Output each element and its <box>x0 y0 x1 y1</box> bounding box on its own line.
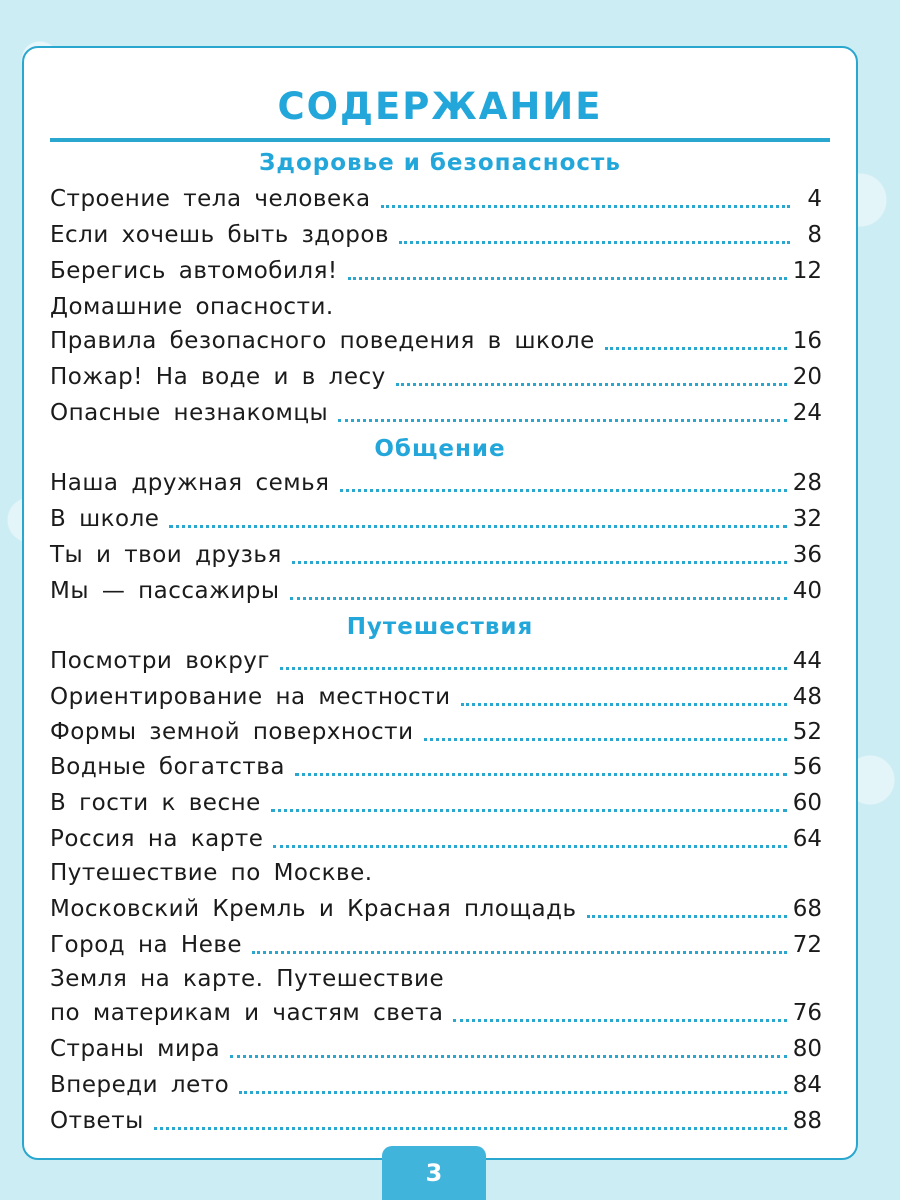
dot-leader <box>239 1091 787 1094</box>
toc-entry-page: 40 <box>792 578 822 604</box>
toc-entry-title: Посмотри вокруг <box>50 648 271 674</box>
dot-leader <box>230 1055 787 1058</box>
dot-leader <box>290 597 787 600</box>
toc-entry[interactable] <box>50 678 822 712</box>
dot-leader <box>338 419 786 422</box>
toc-entry[interactable] <box>50 216 822 250</box>
toc-entry-title: Путешествие по Москве. <box>50 860 373 886</box>
toc-entry[interactable] <box>50 464 822 498</box>
toc-entry-page: 68 <box>792 896 822 922</box>
dot-leader <box>280 667 787 670</box>
toc-entry-title: Пожар! На воде и в лесу <box>50 364 386 390</box>
toc-entry-title: Если хочешь быть здоров <box>50 222 390 248</box>
toc-entry-title: Страны мира <box>50 1036 221 1062</box>
toc-entry-title: Впереди лето <box>50 1072 230 1098</box>
toc-entry-page: 72 <box>792 932 822 958</box>
contents-card <box>22 46 858 1160</box>
toc-entry-title: Правила безопасного поведения в школе <box>50 328 595 354</box>
toc-entry-title: Опасные незнакомцы <box>50 400 329 426</box>
toc-entry-page: 28 <box>792 470 822 496</box>
toc-entry[interactable] <box>50 748 822 782</box>
toc-entry[interactable] <box>50 536 822 570</box>
title-divider <box>50 138 830 142</box>
toc-entry[interactable] <box>50 180 822 214</box>
toc-entry-page: 88 <box>792 1108 822 1134</box>
toc-entry-page: 44 <box>792 648 822 674</box>
toc-entry-page: 24 <box>792 400 822 426</box>
dot-leader <box>605 347 787 350</box>
toc-entry[interactable] <box>50 1030 822 1064</box>
toc-entry-page: 48 <box>792 684 822 710</box>
toc-entry-title: Мы — пассажиры <box>50 578 280 604</box>
toc-entry[interactable] <box>50 713 822 747</box>
toc-entry[interactable] <box>50 1102 822 1136</box>
toc-entry-title: Город на Неве <box>50 932 243 958</box>
toc-entry-page: 60 <box>792 790 822 816</box>
dot-leader <box>396 383 787 386</box>
toc-entry-page: 8 <box>807 222 822 248</box>
toc-entry[interactable] <box>50 820 822 854</box>
toc-entry-title: Московский Кремль и Красная площадь <box>50 896 577 922</box>
toc-entry-title: Водные богатства <box>50 754 285 780</box>
toc-entry-title: В школе <box>50 506 160 532</box>
section-heading-health: Здоровье и безопасность <box>259 150 621 176</box>
dot-leader <box>252 951 787 954</box>
page-title: СОДЕРЖАНИЕ <box>277 85 603 128</box>
toc-entry-title: Берегись автомобиля! <box>50 258 338 284</box>
toc-entry-title: по материкам и частям света <box>50 1000 444 1026</box>
section-heading-travel: Путешествия <box>346 614 534 640</box>
toc-entry-title: Земля на карте. Путешествие <box>50 966 445 992</box>
toc-entry[interactable] <box>50 358 822 392</box>
dot-leader <box>381 205 790 208</box>
toc-entry-title: Строение тела человека <box>50 186 371 212</box>
dot-leader <box>453 1019 786 1022</box>
toc-entry[interactable] <box>50 926 822 960</box>
toc-entry-page: 36 <box>792 542 822 568</box>
toc-entry[interactable] <box>50 784 822 818</box>
toc-entry-heading-line[interactable] <box>50 288 822 322</box>
toc-entry-title: Наша дружная семья <box>50 470 330 496</box>
toc-entry-page: 56 <box>792 754 822 780</box>
dot-leader <box>295 773 787 776</box>
toc-entry-page: 76 <box>792 1000 822 1026</box>
toc-entry-page: 4 <box>807 186 822 212</box>
toc-entry[interactable] <box>50 394 822 428</box>
toc-entry-title: Домашние опасности. <box>50 294 334 320</box>
toc-entry-page: 80 <box>792 1036 822 1062</box>
dot-leader <box>340 489 787 492</box>
toc-entry-title: Ответы <box>50 1108 144 1134</box>
dot-leader <box>461 703 787 706</box>
toc-entry[interactable] <box>50 642 822 676</box>
toc-entry[interactable] <box>50 322 822 356</box>
toc-entry-page: 84 <box>792 1072 822 1098</box>
toc-entry-heading-line[interactable] <box>50 960 822 994</box>
toc-entry[interactable] <box>50 252 822 286</box>
dot-leader <box>348 277 787 280</box>
dot-leader <box>399 241 790 244</box>
toc-entry-title: В гости к весне <box>50 790 261 816</box>
toc-entry-page: 52 <box>792 719 822 745</box>
toc-entry-page: 64 <box>792 826 822 852</box>
dot-leader <box>273 845 786 848</box>
page-number-tab: 3 <box>382 1146 486 1200</box>
dot-leader <box>587 915 787 918</box>
toc-entry-title: Формы земной поверхности <box>50 719 414 745</box>
toc-entry-page: 32 <box>792 506 822 532</box>
dot-leader <box>154 1127 787 1130</box>
toc-entry-page: 20 <box>792 364 822 390</box>
toc-entry[interactable] <box>50 890 822 924</box>
toc-entry-title: Ориентирование на местности <box>50 684 451 710</box>
dot-leader <box>169 525 786 528</box>
toc-entry[interactable] <box>50 500 822 534</box>
toc-entry-page: 16 <box>792 328 822 354</box>
toc-entry[interactable] <box>50 994 822 1028</box>
toc-entry[interactable] <box>50 572 822 606</box>
toc-entry-heading-line[interactable] <box>50 854 822 888</box>
dot-leader <box>424 738 787 741</box>
toc-entry-page: 12 <box>792 258 822 284</box>
dot-leader <box>271 809 787 812</box>
dot-leader <box>292 561 787 564</box>
toc-entry-title: Россия на карте <box>50 826 264 852</box>
toc-entry[interactable] <box>50 1066 822 1100</box>
section-heading-communication: Общение <box>374 436 506 462</box>
toc-entry-title: Ты и твои друзья <box>50 542 282 568</box>
